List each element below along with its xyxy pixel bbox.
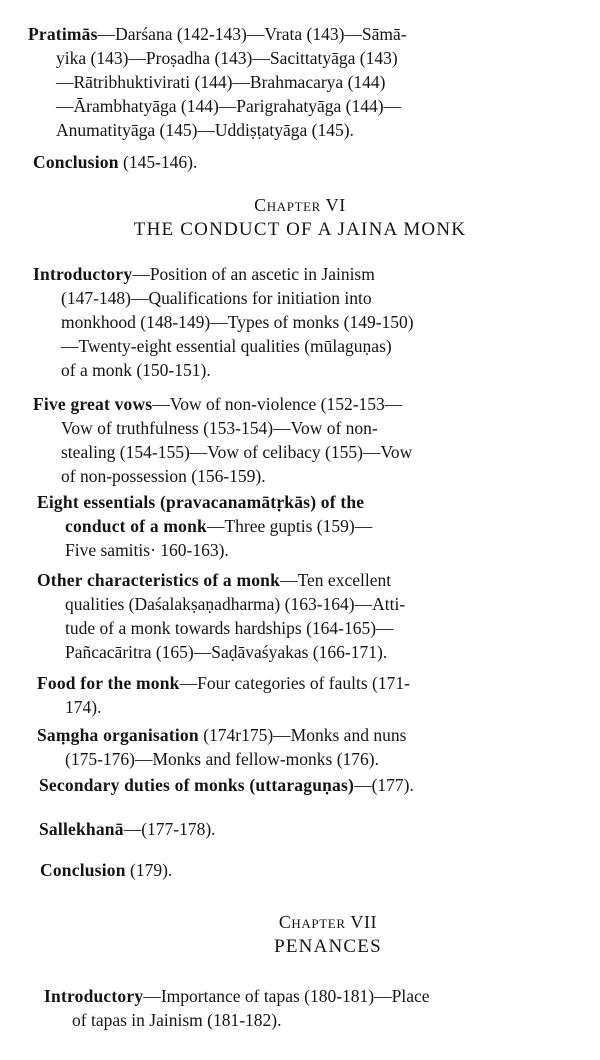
chapter-label: Chapter VI: [254, 195, 346, 215]
entry-text: stealing (154-155)—Vow of celibacy (155)—Vow: [61, 442, 413, 462]
entry-text: Pañcacāritra (165)—Saḍāvaśyakas (166-171).: [65, 642, 388, 662]
entry-text: tude of a monk towards hardships (164-165)—: [65, 618, 394, 638]
entry-heading: Other characteristics of a monk: [37, 570, 281, 590]
entry-text: (179).: [125, 860, 173, 880]
chapter-label: Chapter VII: [278, 912, 378, 932]
entry-heading: Eight essentials (pravacanamātṛkās) of the: [37, 492, 365, 512]
entry-heading: Introductory: [44, 986, 144, 1006]
chapter-heading: [28, 910, 600, 960]
entry-text: —Darśana (142-143)—Vrata (143)—Sāmā-: [97, 24, 407, 44]
entry-text: —(177-178).: [123, 819, 216, 839]
entry-heading: Five great vows: [33, 394, 153, 414]
chapter-heading: [0, 193, 600, 243]
toc-entry-pratimas: [28, 22, 546, 142]
entry-text: —Twenty-eight essential qualities (mūlaguṇas): [61, 336, 392, 356]
entry-text: yika (143)—Proṣadha (143)—Sacittatyāga (143): [56, 48, 398, 68]
entry-text: —Importance of tapas (180-181)—Place: [143, 986, 430, 1006]
entry-text: —Three guptis (159)—: [206, 516, 373, 536]
entry-text: Five samitis· 160-163).: [65, 540, 229, 560]
entry-text: (145-146).: [118, 152, 198, 172]
toc-entry-introductory: [33, 262, 543, 382]
toc-entry-vows: [33, 392, 545, 488]
entry-heading: Pratimās: [28, 24, 98, 44]
entry-text: —Vow of non-violence (152-153—: [152, 394, 403, 414]
entry-text: qualities (Daśalakṣaṇadharma) (163-164)—Atti-: [65, 594, 406, 614]
toc-entry-conclusion: [33, 150, 433, 174]
entry-text: Anumatityāga (145)—Uddiṣṭatyāga (145).: [56, 120, 354, 140]
entry-text: —Ten excellent: [280, 570, 392, 590]
entry-heading: Sallekhanā: [39, 819, 124, 839]
entry-heading: Secondary duties of monks (uttaraguṇas): [39, 775, 355, 795]
toc-entry-conclusion: [40, 858, 440, 882]
entry-text: —Ārambhatyāga (144)—Parigrahatyāga (144)—: [56, 96, 402, 116]
entry-text: —Four categories of faults (171-: [179, 673, 410, 693]
entry-heading: Conclusion: [40, 860, 126, 880]
chapter-title: PENANCES: [274, 936, 382, 957]
entry-text: of a monk (150-151).: [61, 360, 211, 380]
toc-entry-sallekhana: [39, 817, 439, 841]
toc-entry-introductory: [44, 984, 556, 1032]
entry-heading: Introductory: [33, 264, 133, 284]
entry-text: (174r175)—Monks and nuns: [198, 725, 407, 745]
entry-text: (175-176)—Monks and fellow-monks (176).: [65, 749, 379, 769]
toc-entry-essentials: [37, 490, 547, 562]
chapter-title: THE CONDUCT OF A JAINA MONK: [133, 219, 467, 240]
entry-text: 174).: [65, 697, 102, 717]
entry-text: —Position of an ascetic in Jainism: [132, 264, 375, 284]
toc-entry-characteristics: [37, 568, 547, 664]
entry-heading: conduct of a monk: [65, 516, 207, 536]
entry-text: of non-possession (156-159).: [61, 466, 266, 486]
entry-heading: Food for the monk: [37, 673, 180, 693]
entry-text: (147-148)—Qualifications for initiation into: [61, 288, 372, 308]
entry-text: —Rātribhuktivirati (144)—Brahmacarya (144): [56, 72, 386, 92]
entry-heading: Saṃgha organisation: [37, 725, 199, 745]
toc-entry-samgha: [37, 723, 547, 771]
toc-entry-food: [37, 671, 547, 719]
entry-text: monkhood (148-149)—Types of monks (149-150): [61, 312, 414, 332]
entry-text: Vow of truthfulness (153-154)—Vow of non-: [61, 418, 378, 438]
entry-text: of tapas in Jainism (181-182).: [72, 1010, 282, 1030]
entry-text: —(177).: [354, 775, 414, 795]
toc-entry-secondary-duties: [39, 773, 554, 797]
entry-heading: Conclusion: [33, 152, 119, 172]
